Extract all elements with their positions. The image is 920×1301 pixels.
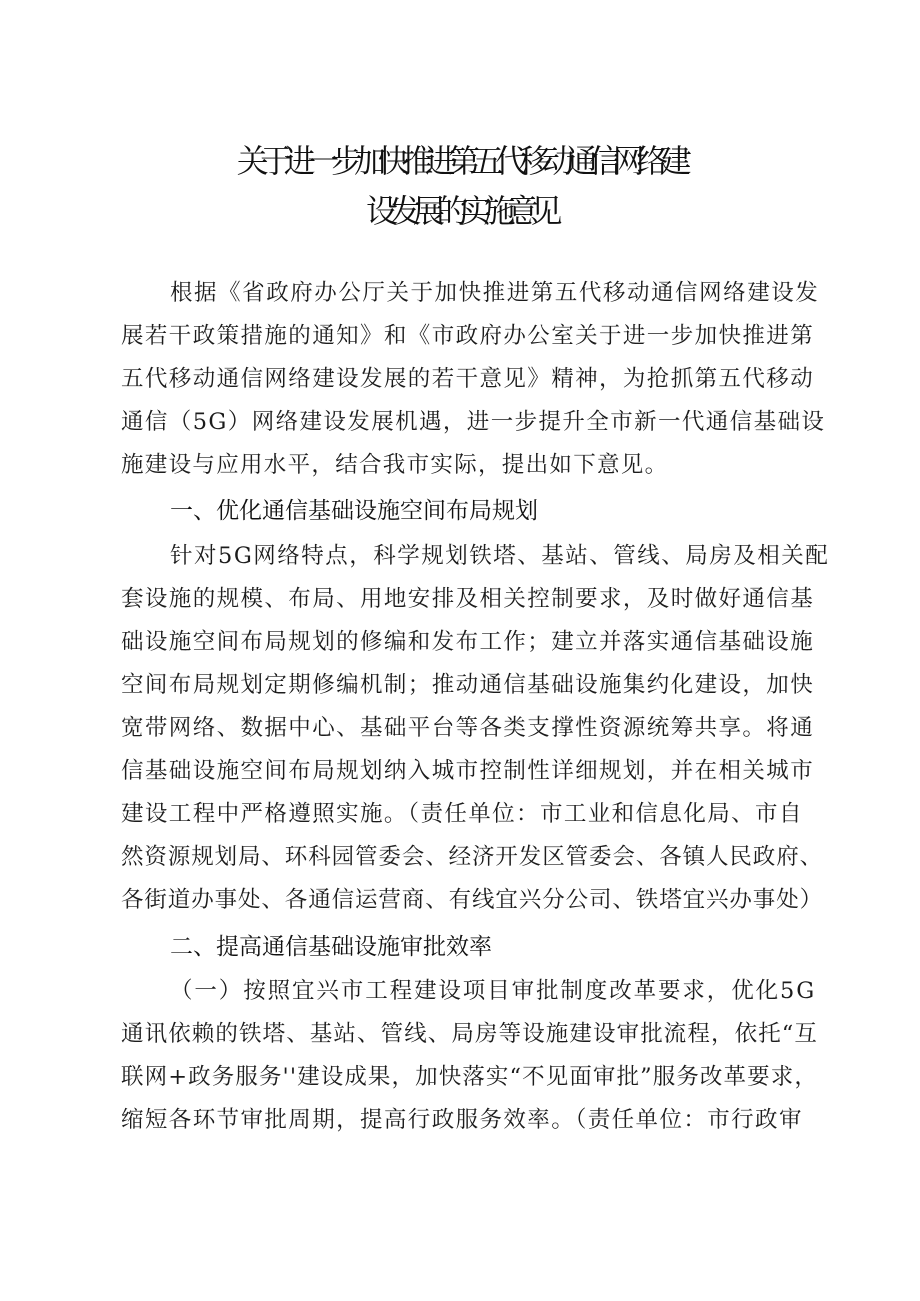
section-1-paragraph-line: 针对5G网络特点，科学规划铁塔、基站、管线、局房及相关配 [170,543,830,569]
section-2-paragraph-line: 通讯依赖的铁塔、基站、管线、局房等设施建设审批流程，依托“互 [121,1021,819,1047]
section-1-paragraph-line: 各街道办事处、各通信运营商、有线宜兴分公司、铁塔宜兴办事处） [121,887,824,913]
section-1-paragraph-line: 空间布局规划定期修编机制；推动通信基础设施集约化建设，加快 [121,672,815,698]
document-title-line-2: 设发展的实施意见 [365,192,554,230]
section-1-heading: 一、优化通信基础设施空间布局规划 [170,498,538,524]
intro-paragraph-line: 施建设与应用水平，结合我市实际，提出如下意见。 [121,452,669,478]
section-2-paragraph-line: 缩短各环节审批周期，提高行政服务效率。（责任单位：市行政审 [121,1107,803,1133]
section-1-paragraph-line: 信基础设施空间布局规划纳入城市控制性详细规划，并在相关城市 [121,758,815,784]
section-1-paragraph-line: 础设施空间布局规划的修编和发布工作；建立并落实通信基础设施 [121,629,815,655]
section-2-paragraph-line: （一）按照宜兴市工程建设项目审批制度改革要求，优化5G [170,978,817,1004]
intro-paragraph-line: 通信（5G）网络建设发展机遇，进一步提升全市新一代通信基础设 [121,409,826,435]
document-title-line-1: 关于进一步加快推进第五代移动通信网络建 [236,142,684,180]
intro-paragraph-line: 展若干政策措施的通知》和《市政府办公室关于进一步加快推进第 [121,323,815,349]
intro-paragraph-line: 根据《省政府办公厅关于加快推进第五代移动通信网络建设发 [170,280,820,306]
section-2-heading: 二、提高通信基础设施审批效率 [170,934,492,960]
section-1-paragraph-line: 然资源规划局、环科园管委会、经济开发区管委会、各镇人民政府、 [121,844,824,870]
section-2-paragraph-line: 联网+政务服务''建设成果，加快落实“不见面审批”服务改革要求， [121,1064,818,1090]
section-1-paragraph-line: 建设工程中严格遵照实施。（责任单位：市工业和信息化局、市自 [121,801,803,827]
intro-paragraph-line: 五代移动通信网络建设发展的若干意见》精神，为抢抓第五代移动 [121,366,815,392]
section-1-paragraph-line: 套设施的规模、布局、用地安排及相关控制要求，及时做好通信基 [121,586,815,612]
section-1-paragraph-line: 宽带网络、数据中心、基础平台等各类支撑性资源统筹共享。将通 [121,715,815,741]
